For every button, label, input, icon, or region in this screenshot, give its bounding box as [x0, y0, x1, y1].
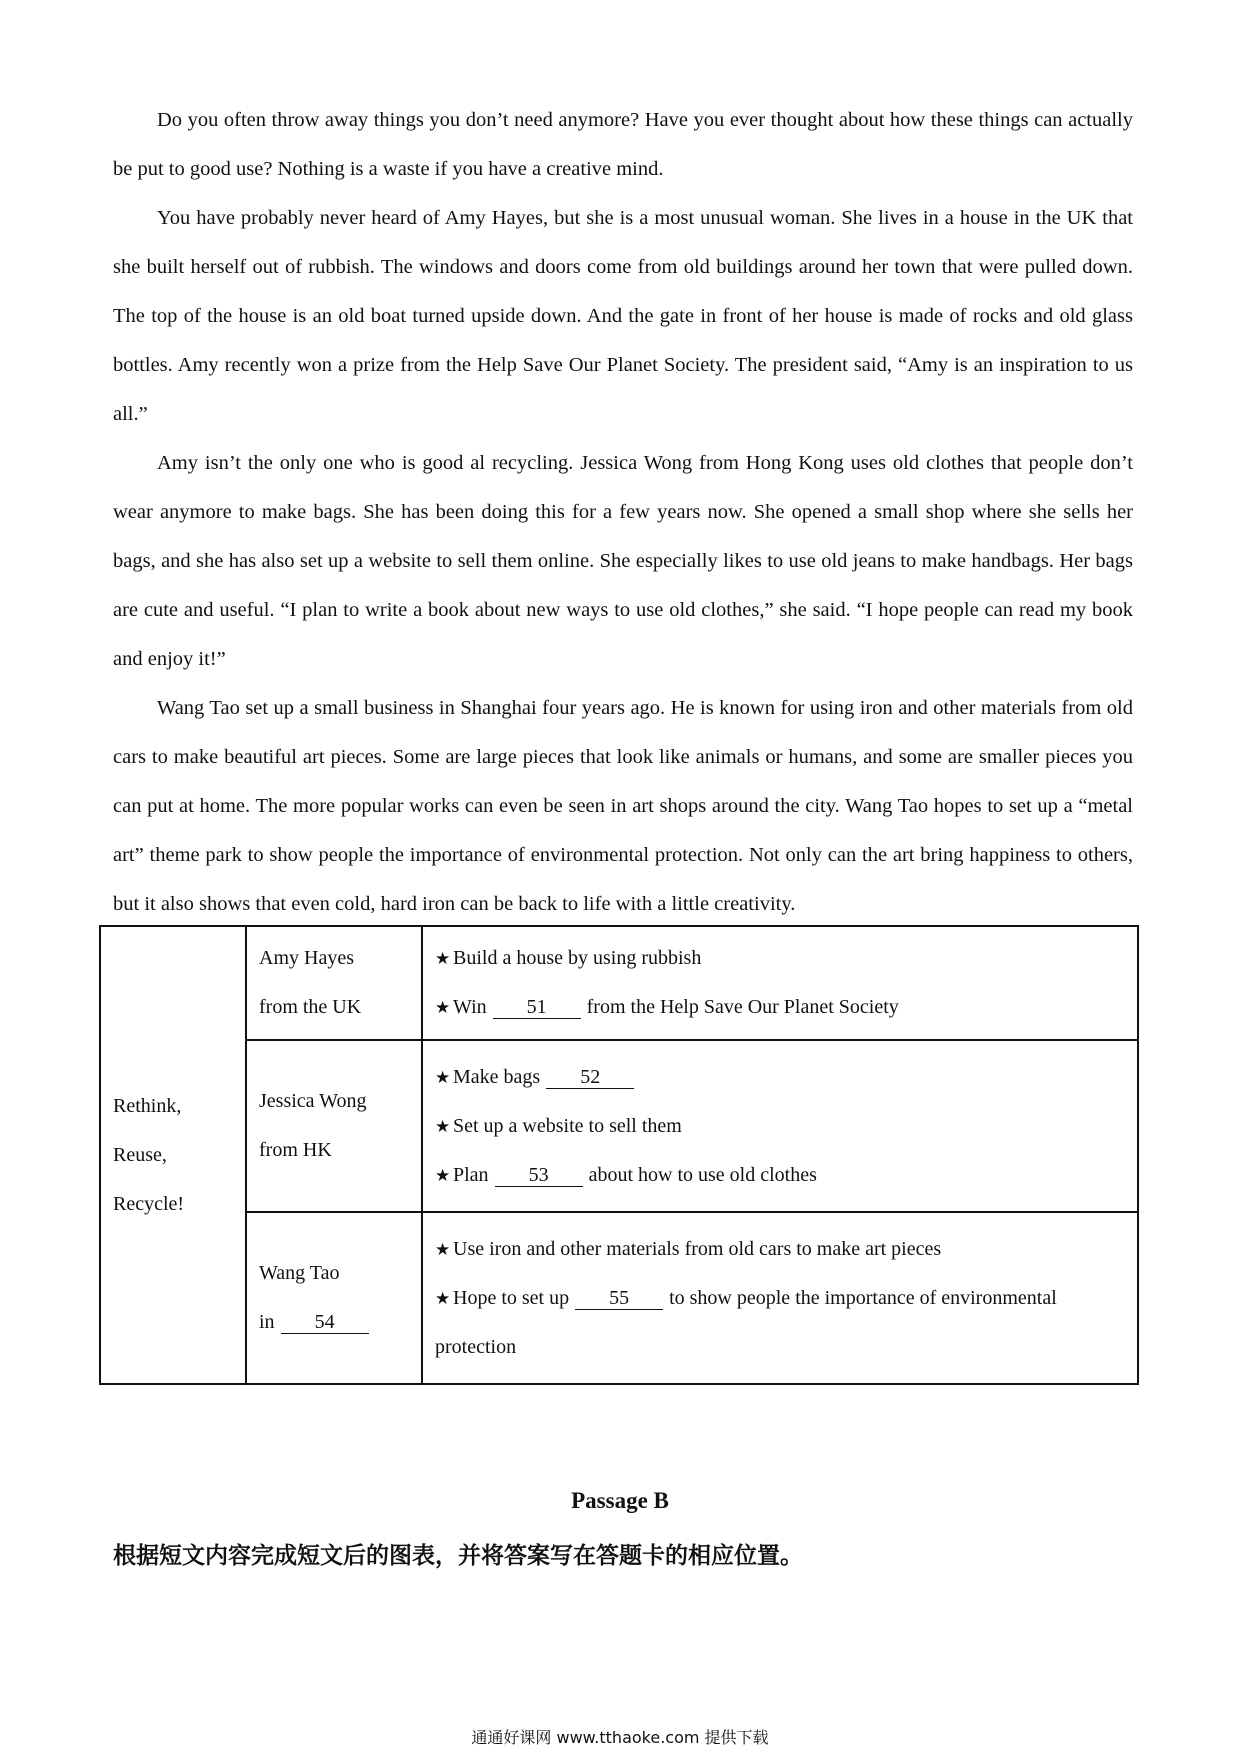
- paragraph: Wang Tao set up a small business in Shanghai four years ago. He is known for using iron and other materials from old cars to make beautiful art pieces. Some are large pieces that look like animals or humans, and some are smaller pieces you can put at home. The more popular works can even be seen in art shops around the city. Wang Tao hopes to set up a “metal art” theme park to show people the importance of environmental protection. Not only can the art bring happiness to others, but it also shows that even cold, hard iron can be back to life with a little creativity.: [113, 697, 1133, 915]
- origin-prefix: in: [259, 1311, 275, 1333]
- detail-item: [435, 934, 1125, 983]
- paragraph: Amy isn’t the only one who is good al recycling. Jessica Wong from Hong Kong uses old clothes that people don’t wear anymore to make bags. She has been doing this for a few years now. She opened a small shop where she sells her bags, and she has also set up a website to sell them online. She especially likes to use old jeans to make handbags. Her bags are cute and useful. “I plan to write a book about new ways to use old clothes,” she said. “I hope people can read my book and enjoy it!”: [113, 452, 1133, 670]
- theme-line: Rethink,: [113, 1094, 182, 1117]
- detail-text: Build a house by using rubbish: [453, 947, 702, 969]
- detail-cell: [422, 1212, 1138, 1384]
- detail-text: Hope to set up: [453, 1286, 570, 1309]
- detail-text: Set up a website to sell them: [453, 1114, 682, 1137]
- answer-blank-54[interactable]: 54: [281, 1311, 369, 1334]
- person-origin: [259, 1298, 409, 1347]
- star-icon: ★: [435, 998, 451, 1017]
- detail-cell: [422, 926, 1138, 1040]
- page-footer: 通通好课网 www.tthaoke.com 提供下载: [471, 1728, 769, 1747]
- detail-item: [435, 1225, 1125, 1274]
- person-cell: [246, 1040, 422, 1212]
- star-icon: ★: [435, 1288, 451, 1308]
- detail-text: Win: [453, 996, 487, 1018]
- detail-item: [435, 1151, 1125, 1200]
- person-name: Amy Hayes: [259, 947, 354, 969]
- answer-blank-52[interactable]: 52: [546, 1066, 634, 1089]
- paragraph: You have probably never heard of Amy Hayes, but she is a most unusual woman. She lives in a house in the UK that she built herself out of rubbish. The windows and doors come from old buildings around her town that were pulled down. The top of the house is an old boat turned upside down. And the gate in front of her house is made of rocks and old glass bottles. Amy recently won a prize from the Help Save Our Planet Society. The president said, “Amy is an inspiration to us all.”: [113, 207, 1133, 425]
- star-icon: ★: [435, 1165, 451, 1185]
- detail-cell: [422, 1040, 1138, 1212]
- theme-line: Reuse,: [113, 1143, 167, 1166]
- table-row: [100, 1212, 1138, 1384]
- detail-text: Make bags: [453, 1065, 541, 1088]
- summary-table: [99, 925, 1139, 1385]
- theme-cell: [100, 926, 246, 1384]
- star-icon: ★: [435, 1116, 451, 1136]
- table-row: [100, 926, 1138, 1040]
- detail-item-continuation: protection: [435, 1335, 517, 1358]
- detail-item: [435, 1274, 1125, 1323]
- detail-text: about how to use old clothes: [588, 1163, 817, 1186]
- detail-item: [435, 983, 1125, 1032]
- detail-text: to show people the importance of environmental: [669, 1286, 1057, 1309]
- person-origin: from HK: [259, 1139, 332, 1161]
- person-cell: [246, 926, 422, 1040]
- theme-line: Recycle!: [113, 1192, 185, 1215]
- detail-text: Use iron and other materials from old cars to make art pieces: [453, 1237, 942, 1260]
- person-cell: [246, 1212, 422, 1384]
- detail-text: Plan: [453, 1163, 489, 1186]
- paragraph: Do you often throw away things you don’t need anymore? Have you ever thought about how these things can actually be put to good use? Nothing is a waste if you have a creative mind.: [113, 109, 1133, 180]
- answer-blank-53[interactable]: 53: [495, 1164, 583, 1187]
- person-name: Wang Tao: [259, 1262, 340, 1284]
- detail-item: [435, 1053, 1125, 1102]
- answer-blank-51[interactable]: 51: [493, 996, 581, 1019]
- answer-blank-55[interactable]: 55: [575, 1287, 663, 1310]
- passage-b-title: Passage B: [571, 1488, 669, 1513]
- person-name: Jessica Wong: [259, 1090, 367, 1112]
- star-icon: ★: [435, 949, 451, 968]
- star-icon: ★: [435, 1067, 451, 1087]
- passage-b-instruction: 根据短文内容完成短文后的图表，并将答案写在答题卡的相应位置。: [113, 1543, 803, 1569]
- table-row: [100, 1040, 1138, 1212]
- passage-a-text: [113, 96, 1133, 929]
- detail-text: from the Help Save Our Planet Society: [586, 996, 899, 1018]
- star-icon: ★: [435, 1239, 451, 1259]
- detail-item: [435, 1102, 1125, 1151]
- person-origin: from the UK: [259, 996, 362, 1018]
